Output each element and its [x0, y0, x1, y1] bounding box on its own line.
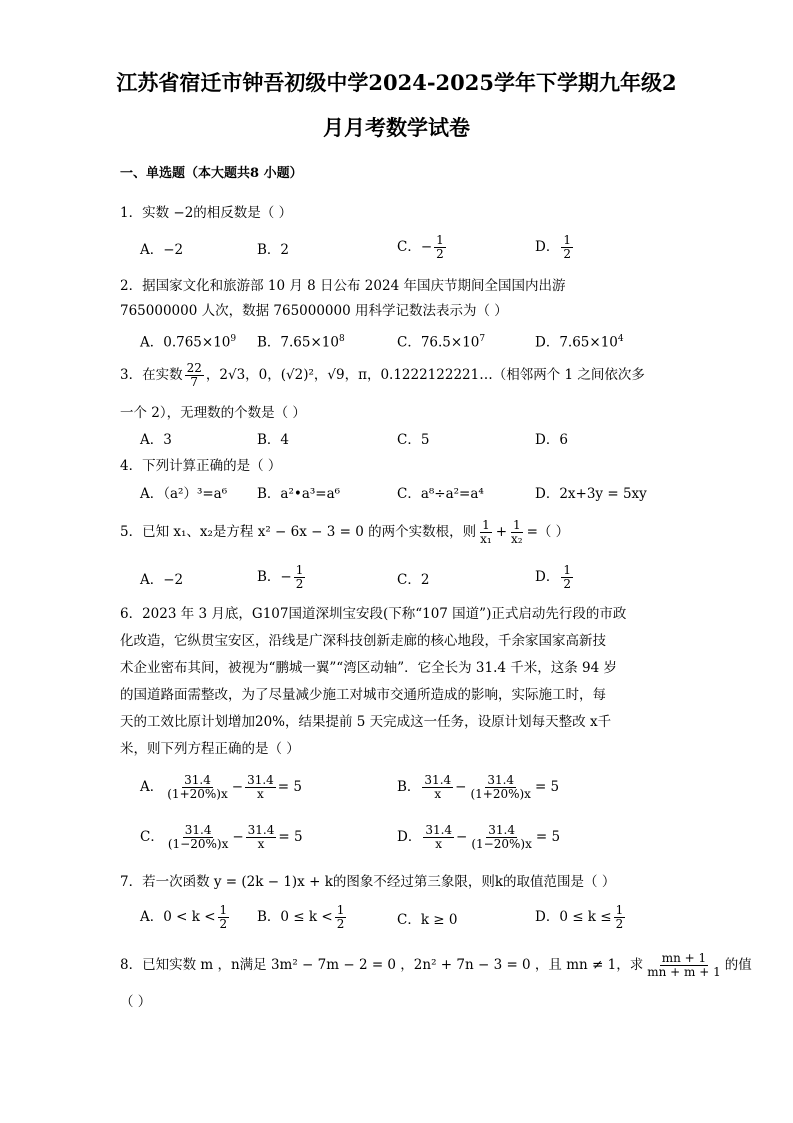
- q2-option-c: C．$76.5\times 10^7$: [397, 334, 486, 351]
- question-2-stem-line1: 2．据国家文化和旅游部 10 月 8 日公布 2024 年国庆节期间全国国内出游: [120, 278, 566, 294]
- question-6-line6: 米，则下列方程正确的是（ ）: [120, 741, 300, 757]
- question-2-stem-line2: 765000000 人次，数据 765000000 用科学记数法表示为（ ）: [120, 303, 508, 319]
- q3-option-c: C．5: [397, 432, 430, 448]
- question-5-stem: 5．已知 x₁、x₂是方程 x² − 6x − 3 = 0 的两个实数根，则 $\frac{1}{\text{x₁}}$ + $\frac{1}{\text{x₂}}$ =（ ）: [120, 518, 570, 546]
- question-6-line4: 的国道路面需整改，为了尽量减少施工对城市交通所造成的影响，实际施工时，每: [120, 687, 606, 703]
- q4-option-b: B．a²•a³=a⁶: [257, 486, 341, 502]
- q2-option-a: A．$0.765\times 10^9$: [140, 334, 237, 351]
- q5-option-a: A．−2: [140, 572, 184, 588]
- q3-option-d: D．6: [535, 432, 568, 448]
- q1-option-b: B．2: [257, 242, 290, 258]
- q3-option-a: A．3: [140, 432, 172, 448]
- q3-option-b: B．4: [257, 432, 290, 448]
- question-3-stem-line2: 一个 2），无理数的个数是（ ）: [120, 405, 306, 421]
- q1-option-c: C．− $\frac{1}{2}$: [397, 233, 444, 261]
- question-6-line1: 6．2023 年 3 月底，G107国道深圳宝安段(下称“107 国道”)正式启动先行段的市政: [120, 606, 627, 622]
- question-7-stem: 7．若一次函数 y = (2k − 1)x + k的图象不经过第三象限，则k的取值范围是（ ）: [120, 874, 616, 890]
- q6-option-a: A． $\frac{31.4}{(1+20\%)x}$ − $\frac{31.4}{x}$ = 5: [140, 773, 302, 801]
- q5-option-c: C．2: [397, 572, 430, 588]
- question-1-stem: 1．实数 −2的相反数是（ ）: [120, 205, 293, 221]
- q7-option-c: C．k ≥ 0: [397, 912, 458, 928]
- question-8-stem: 8．已知实数 m ，n满足 3m² − 7m − 2 = 0 ，2n² + 7n − 3 = 0 ，且 mn ≠ 1，求 $\frac{mn + 1}{mn + m + 1}$ 的值: [120, 951, 752, 979]
- exam-title-line2: 月月考数学试卷: [323, 115, 470, 140]
- q5-option-b: B．− $\frac{1}{2}$: [257, 563, 304, 591]
- q6-option-d: D． $\frac{31.4}{x}$ − $\frac{31.4}{(1-20\%)x}$ = 5: [397, 823, 561, 851]
- q5-option-d: D． $\frac{1}{2}$: [535, 563, 571, 591]
- q2-option-d: D．$7.65\times 10^4$: [535, 334, 624, 351]
- q1-option-a: A．−2: [140, 242, 184, 258]
- q4-option-c: C．a⁸÷a²=a⁴: [397, 486, 484, 502]
- exam-title-line1: 江苏省宿迁市钟吾初级中学2024-2025学年下学期九年级2: [116, 70, 677, 95]
- q6-option-b: B． $\frac{31.4}{x}$ − $\frac{31.4}{(1+20\%)x}$ = 5: [397, 773, 560, 801]
- question-8-stem-line2: （ ）: [120, 994, 152, 1010]
- q7-option-a: A．0 < k < $\frac{1}{2}$: [140, 903, 228, 931]
- question-4-stem: 4．下列计算正确的是（ ）: [120, 458, 282, 474]
- q1-option-d: D． $\frac{1}{2}$: [535, 233, 571, 261]
- question-6-line3: 术企业密布其间，被视为“鹏城一翼”“湾区动轴”．它全长为 31.4 千米，这条 94 岁: [120, 660, 618, 676]
- q2-option-b: B．$7.65\times 10^8$: [257, 334, 345, 351]
- q4-option-a: A．（a²）³=a⁶: [140, 486, 228, 502]
- question-3-stem-line1: 3．在实数 $\frac{22}{7}$ ，2√3，0，(√2)²，√9，π，0.1222122221…（相邻两个 1 之间依次多: [120, 361, 645, 389]
- q7-option-b: B．0 ≤ k < $\frac{1}{2}$: [257, 903, 345, 931]
- q7-option-d: D．0 ≤ k ≤ $\frac{1}{2}$: [535, 903, 624, 931]
- section-heading: 一、单选题（本大题共8 小题）: [120, 166, 303, 181]
- question-6-line2: 化改造，它纵贯宝安区，沿线是广深科技创新走廊的核心地段，千余家国家高新技: [120, 633, 606, 649]
- q4-option-d: D．2x+3y = 5xy: [535, 486, 647, 502]
- q6-option-c: C． $\frac{31.4}{(1-20\%)x}$ − $\frac{31.4}{x}$ = 5: [140, 823, 303, 851]
- question-6-line5: 天的工效比原计划增加20%，结果提前 5 天完成这一任务，设原计划每天整改 x千: [120, 714, 612, 730]
